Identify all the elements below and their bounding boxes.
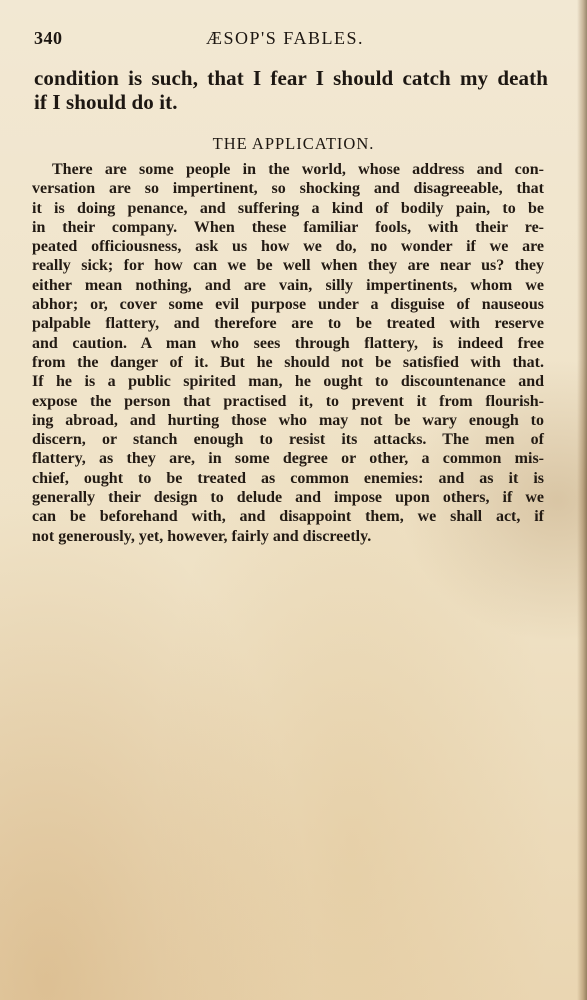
text-line: either mean nothing, and are vain, silly impertinents, whom we <box>32 276 544 294</box>
text-line: not generously, yet, however, fairly and discreetly. <box>32 527 372 545</box>
text-line: it is doing penance, and suffering a kind of bodily pain, to be <box>32 199 544 217</box>
text-line: in their company. When these familiar fools, with their re- <box>32 218 544 236</box>
text-line: discern, or stanch enough to resist its attacks. The men of <box>32 431 544 449</box>
application-paragraph <box>32 160 544 546</box>
text-line: palpable flattery, and therefore are to be treated with reserve <box>32 315 544 333</box>
text-line: really sick; for how can we be well when they are near us? they <box>32 257 544 275</box>
text-line: ing abroad, and hurting those who may not be wary enough to <box>32 411 544 429</box>
text-line: flattery, as they are, in some degree or other, a common mis- <box>32 450 544 468</box>
continued-fable-text <box>34 66 548 114</box>
text-line: chief, ought to be treated as common enemies: and as it is <box>32 469 544 487</box>
page-number: 340 <box>34 28 63 48</box>
text-line: condition is such, that I fear I should catch my death <box>34 66 548 90</box>
text-line: can be beforehand with, and disappoint them, we shall act, if <box>32 508 544 526</box>
text-line: generally their design to delude and impose upon others, if we <box>32 489 544 507</box>
running-title: ÆSOP'S FABLES. <box>206 28 364 48</box>
text-line: There are some people in the world, whose address and con- <box>52 161 544 178</box>
text-line: from the danger of it. But he should not be satisfied with that. <box>32 353 544 371</box>
running-head <box>34 28 554 52</box>
text-line: expose the person that practised it, to prevent it from flourish- <box>32 392 544 410</box>
text-line: If he is a public spirited man, he ought to discountenance and <box>32 373 544 391</box>
text-line: if I should do it. <box>34 90 178 114</box>
text-line: and caution. A man who sees through flattery, is indeed free <box>32 334 544 352</box>
text-line: abhor; or, cover some evil purpose under a disguise of nauseous <box>32 296 544 314</box>
text-line: versation are so impertinent, so shocking and disagreeable, that <box>32 180 544 198</box>
text-line: peated officiousness, ask us how we do, no wonder if we are <box>32 238 544 256</box>
section-heading: THE APPLICATION. <box>212 134 375 153</box>
